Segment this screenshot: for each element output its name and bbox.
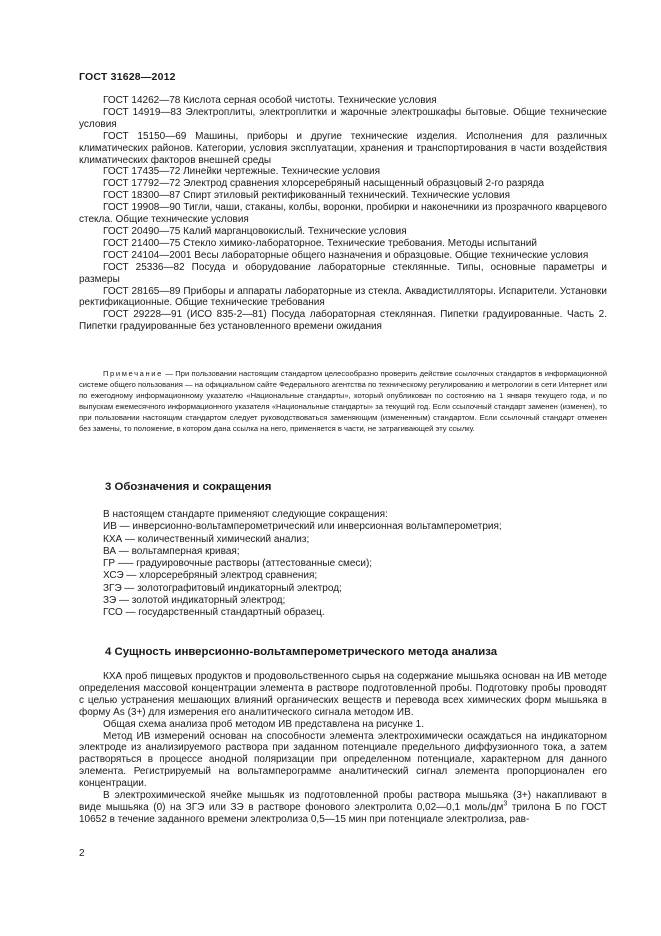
- section-4-heading: 4 Сущность инверсионно-вольтамперометрического метода анализа: [105, 646, 498, 658]
- abbreviation-item: ВА — вольтамперная кривая;: [103, 545, 240, 557]
- last-paragraph-part-b: трилона Б по ГОСТ 10652 в течение заданного времени электролиза 0,5—15 мин при потенциале электролиза, рав-: [79, 801, 607, 825]
- abbreviation-item: ГСО — государственный стандартный образец.: [103, 607, 325, 619]
- reference-item: ГОСТ 28165—89 Приборы и аппараты лабораторные из стекла. Аквадистилляторы. Испарители. Установки ректификационные. Общие технические требования: [79, 285, 607, 309]
- section-4-paragraph: Общая схема анализа проб методом ИВ представлена на рисунке 1.: [103, 718, 425, 730]
- abbreviations-list: [79, 509, 607, 620]
- reference-item: ГОСТ 17435—72 Линейки чертежные. Технические условия: [103, 166, 381, 178]
- normative-references-list: [79, 95, 607, 333]
- abbreviation-item: ЗЭ — золотой индикаторный электрод;: [103, 595, 286, 607]
- reference-item: ГОСТ 17792—72 Электрод сравнения хлорсеребряный насыщенный образцовый 2-го разряда: [103, 178, 545, 190]
- reference-item: ГОСТ 14262—78 Кислота серная особой чистоты. Технические условия: [103, 95, 437, 106]
- note-block: [79, 368, 607, 434]
- reference-item: ГОСТ 29228—91 (ИСО 835-2—81) Посуда лабораторная стеклянная. Пипетки градуированные. Часть 2. Пипетки градуированные без установленного времени ожидания: [79, 309, 607, 333]
- superscript-3: 3: [503, 800, 508, 808]
- note-label: Примечание: [103, 369, 163, 378]
- section-3-heading: 3 Обозначения и сокращения: [105, 481, 272, 493]
- page-number: 2: [79, 848, 85, 859]
- abbreviation-item: ХСЭ — хлорсеребряный электрод сравнения;: [103, 570, 318, 582]
- reference-item: ГОСТ 21400—75 Стекло химико-лабораторное. Технические требования. Методы испытаний: [103, 237, 537, 249]
- section-4-paragraph: КХА проб пищевых продуктов и продовольственного сырья на содержание мышьяка основан на ИВ методе определения массовой концентрации элемента в растворе подготовленной пробы. Подготовку пробы проводят с целью устранения мешающих влияний органических веществ и перевода всех химических форм мышьяка в форму As (3+) для измерения его аналитического сигнала методом ИВ.: [79, 671, 607, 718]
- abbreviation-item: ЗГЭ — золотографитовый индикаторный электрод;: [103, 582, 342, 594]
- note-paragraph: [79, 368, 607, 434]
- abbreviation-item: КХА — количественный химический анализ;: [103, 533, 310, 545]
- abbreviation-item: ИВ — инверсионно-вольтамперометрический или инверсионная вольтамперометрия;: [103, 521, 502, 533]
- last-paragraph-part-a: В электрохимической ячейке мышьяк из подготовленной пробы раствора мышьяка (3+) накапливают в виде мышьяка (0) на ЗГЭ или ЗЭ в растворе фонового электролита 0,02—0,1 моль/дм: [79, 790, 607, 813]
- reference-item: ГОСТ 14919—83 Электроплиты, электроплитки и жарочные электрошкафы бытовые. Общие технические условия: [79, 106, 607, 130]
- reference-item: ГОСТ 25336—82 Посуда и оборудование лабораторные стеклянные. Типы, основные параметры и размеры: [79, 261, 607, 285]
- abbreviation-item: ГР —– градуировочные растворы (аттестованные смеси);: [103, 558, 373, 570]
- note-text: — При пользовании настоящим стандартом целесообразно проверить действие ссылочных стандартов в информационной системе общего пользования — на официальном сайте Федерального агентства по техническому регулированию и метрологии в сети Интернет или по ежегодному информационному указателю «Национальные стандарты», который опубликован по состоянию на 1 января текущего года, и по выпускам ежемесячного информационного указателя «Национальные стандарты» за текущий год. Если ссылочный стандарт заменен (изменен), то при пользовании настоящим стандартом следует руководствоваться заменяющим (измененным) стандартом. Если ссылочный стандарт отменен без замены, то положение, в котором дана ссылка на него, применяется в части, не затрагивающей эту ссылку.: [79, 369, 607, 433]
- reference-item: ГОСТ 24104—2001 Весы лабораторные общего назначения и образцовые. Общие технические условия: [103, 249, 589, 261]
- page-header: ГОСТ 31628—2012: [79, 71, 176, 83]
- section-4-paragraph: Метод ИВ измерений основан на способности элемента электрохимически осаждаться на индикаторном электроде из анализируемого раствора при заданном потенциале предельного диффузионного тока, а затем растворяться в процессе анодной поляризации при определенном потенциале, характерном для данного элемента. Регистрируемый на вольтамперограмме аналитический сигнал элемента пропорционален его концентрации.: [79, 730, 607, 790]
- section-4-paragraph-last: [79, 790, 607, 826]
- reference-item: ГОСТ 20490—75 Калий марганцовокислый. Технические условия: [103, 225, 407, 237]
- reference-item: ГОСТ 15150—69 Машины, приборы и другие технические изделия. Исполнения для различных климатических районов. Категории, условия эксплуатации, хранения и транспортирования в части воздействия климатических факторов внешней среды: [79, 130, 607, 166]
- section-4-body: [79, 671, 607, 826]
- reference-item: ГОСТ 19908—90 Тигли, чаши, стаканы, колбы, воронки, пробирки и наконечники из прозрачного кварцевого стекла. Общие технические условия: [79, 202, 607, 226]
- abbreviations-intro: В настоящем стандарте применяют следующие сокращения:: [103, 509, 388, 520]
- reference-item: ГОСТ 18300—87 Спирт этиловый ректификованный технический. Технические условия: [103, 190, 511, 202]
